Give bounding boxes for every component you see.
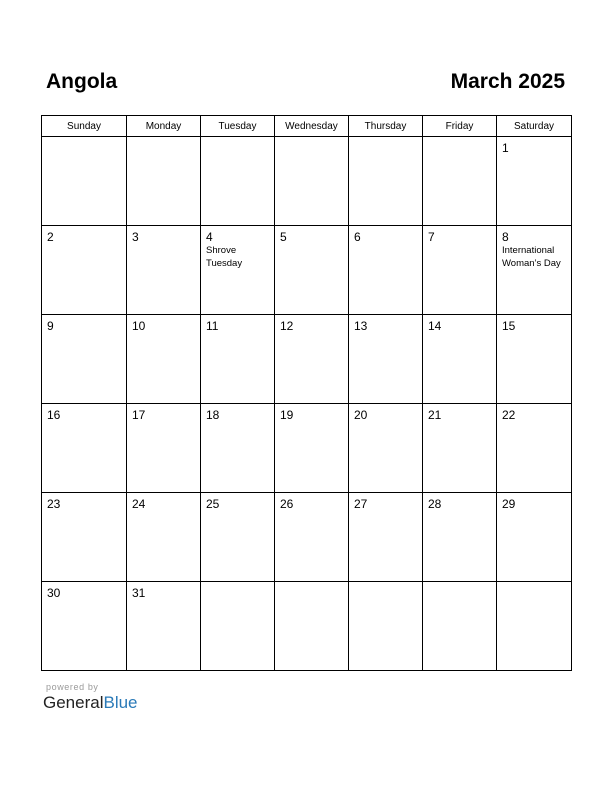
day-cell: [497, 493, 572, 582]
day-cell: [275, 226, 349, 315]
calendar-header: [46, 70, 565, 100]
weekday-wednesday: Wednesday: [275, 116, 349, 137]
footer-branding: [43, 682, 138, 713]
day-cell: [497, 315, 572, 404]
brand-name-general: General: [43, 693, 104, 712]
day-number: 5: [280, 230, 287, 244]
powered-by-text: powered by: [46, 682, 99, 692]
day-cell: [423, 315, 497, 404]
day-number: [349, 582, 422, 587]
day-cell: [423, 404, 497, 493]
day-cell: [127, 137, 201, 226]
day-cell: [497, 582, 572, 671]
day-number: 25: [206, 497, 220, 511]
month-year-title: March 2025: [450, 70, 565, 93]
day-cell: [349, 226, 423, 315]
day-cell: [423, 493, 497, 582]
holiday-label: International Woman’s Day: [502, 245, 561, 269]
holiday-label: Shrove Tuesday: [206, 245, 243, 269]
day-number: 3: [132, 230, 139, 244]
weekday-friday: Friday: [423, 116, 497, 137]
calendar-grid: [41, 115, 572, 671]
day-cell: [127, 493, 201, 582]
day-number: [201, 582, 274, 587]
day-cell: [349, 315, 423, 404]
day-cell: [275, 315, 349, 404]
day-number: 19: [280, 408, 294, 422]
day-number: [423, 137, 496, 142]
day-cell: [349, 493, 423, 582]
day-number: 30: [47, 586, 61, 600]
day-cell: [349, 137, 423, 226]
day-cell: [497, 226, 572, 315]
day-number: [349, 137, 422, 142]
day-number: 28: [428, 497, 442, 511]
day-number: 2: [47, 230, 54, 244]
day-cell: [42, 226, 127, 315]
day-cell: [349, 404, 423, 493]
day-cell: [201, 137, 275, 226]
day-number: 7: [428, 230, 435, 244]
day-number: 6: [354, 230, 361, 244]
day-number: 13: [354, 319, 368, 333]
day-cell: [201, 226, 275, 315]
week-row: [42, 493, 572, 582]
day-cell: [201, 582, 275, 671]
day-number: 26: [280, 497, 294, 511]
day-number: 18: [206, 408, 220, 422]
weekday-header-row: [42, 116, 572, 137]
day-number: 20: [354, 408, 368, 422]
day-cell: [42, 315, 127, 404]
day-number: 17: [132, 408, 146, 422]
weekday-tuesday: Tuesday: [201, 116, 275, 137]
day-number: [275, 137, 348, 142]
day-cell: [127, 582, 201, 671]
day-number: 21: [428, 408, 442, 422]
day-number: 8: [502, 230, 509, 244]
day-number: 1: [502, 141, 509, 155]
day-number: [127, 137, 200, 142]
day-cell: [127, 315, 201, 404]
day-number: 22: [502, 408, 516, 422]
day-cell: [201, 315, 275, 404]
brand-logo: [43, 693, 138, 713]
day-cell: [275, 582, 349, 671]
day-cell: [127, 404, 201, 493]
week-row: [42, 404, 572, 493]
week-row: [42, 226, 572, 315]
day-cell: [497, 404, 572, 493]
day-number: [275, 582, 348, 587]
day-number: [497, 582, 571, 587]
week-row: [42, 315, 572, 404]
day-cell: [201, 404, 275, 493]
day-cell: [423, 582, 497, 671]
weekday-thursday: Thursday: [349, 116, 423, 137]
day-number: 27: [354, 497, 368, 511]
day-number: 4: [206, 230, 213, 244]
day-number: 9: [47, 319, 54, 333]
day-cell: [42, 582, 127, 671]
day-number: 10: [132, 319, 146, 333]
weekday-saturday: Saturday: [497, 116, 572, 137]
day-number: [201, 137, 274, 142]
day-number: 16: [47, 408, 61, 422]
week-row: [42, 582, 572, 671]
day-cell: [275, 137, 349, 226]
day-number: 12: [280, 319, 294, 333]
day-cell: [42, 493, 127, 582]
weekday-sunday: Sunday: [42, 116, 127, 137]
weekday-monday: Monday: [127, 116, 201, 137]
day-number: 24: [132, 497, 146, 511]
day-number: [42, 137, 126, 142]
day-cell: [42, 137, 127, 226]
day-number: 14: [428, 319, 442, 333]
day-cell: [275, 404, 349, 493]
week-row: [42, 137, 572, 226]
day-number: [423, 582, 496, 587]
day-cell: [497, 137, 572, 226]
day-cell: [275, 493, 349, 582]
day-cell: [423, 226, 497, 315]
brand-name-blue: Blue: [103, 693, 138, 712]
day-number: 11: [206, 319, 219, 333]
day-cell: [127, 226, 201, 315]
day-cell: [423, 137, 497, 226]
day-cell: [42, 404, 127, 493]
day-cell: [349, 582, 423, 671]
day-cell: [201, 493, 275, 582]
day-number: 31: [132, 586, 146, 600]
country-title: Angola: [46, 70, 118, 93]
day-number: 15: [502, 319, 516, 333]
day-number: 23: [47, 497, 61, 511]
day-number: 29: [502, 497, 516, 511]
